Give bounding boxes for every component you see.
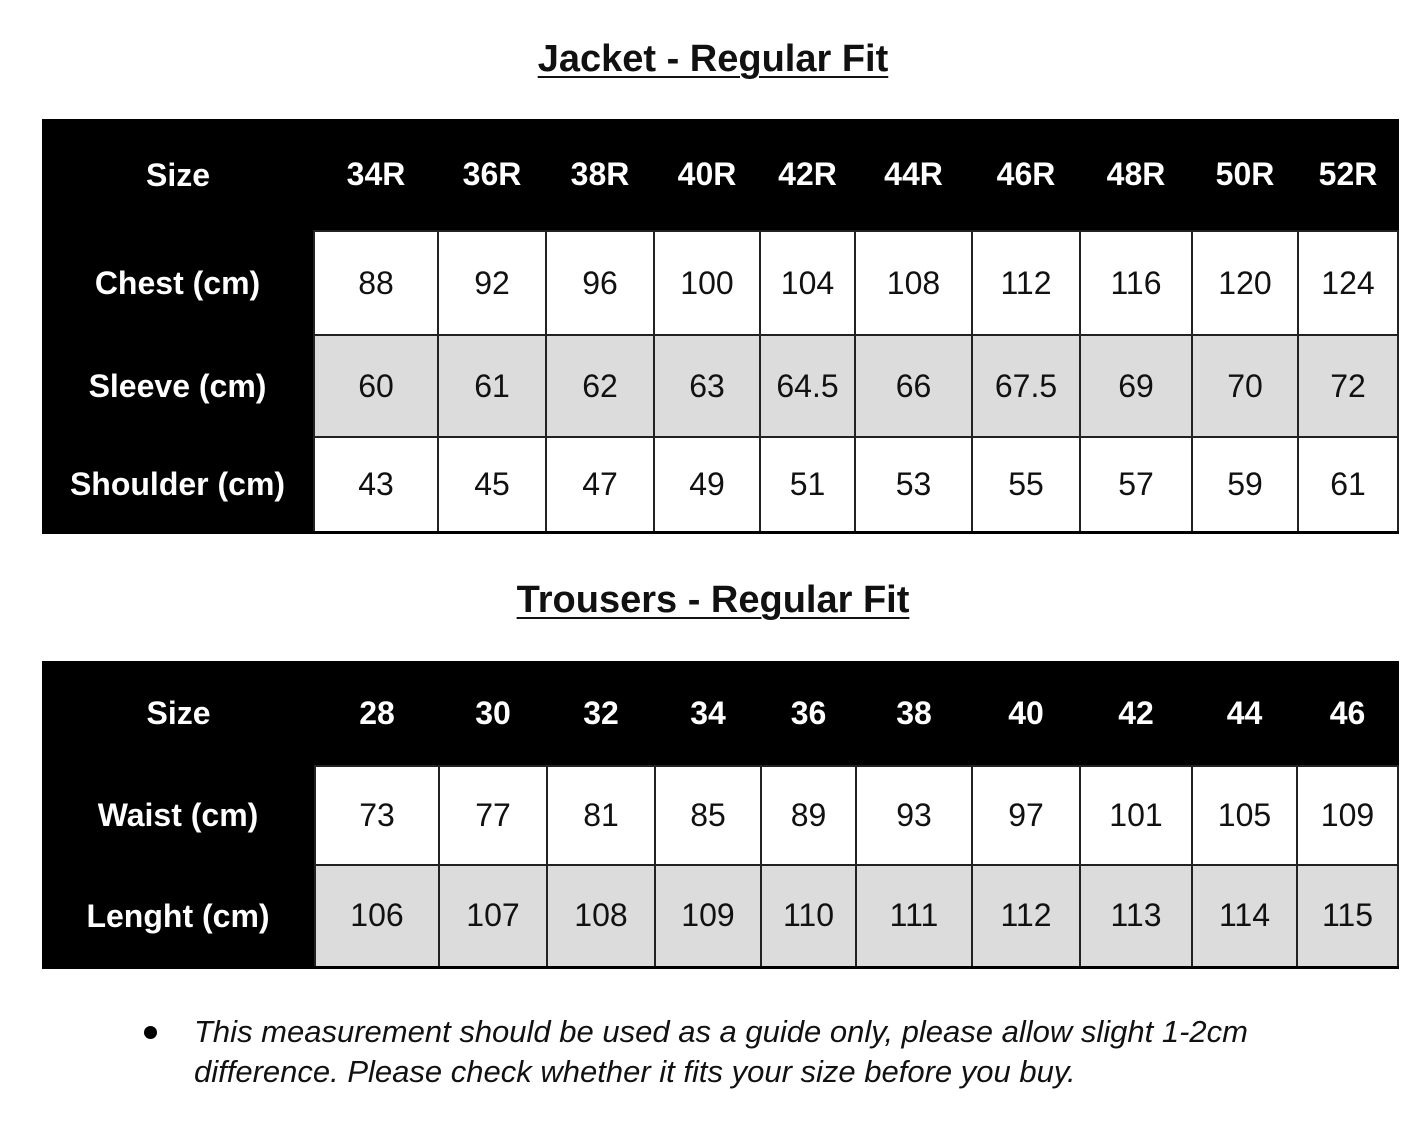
table-cell: 89 [761,766,856,865]
row-label-sleeve: Sleeve (cm) [42,335,314,437]
trousers-header-row [42,661,1398,766]
jacket-title [0,36,1426,82]
table-cell: 93 [856,766,972,865]
table-cell: 70 [1192,335,1298,437]
table-cell: 53 [855,437,972,532]
table-cell: 66 [855,335,972,437]
trousers-size-header: 36 [761,661,856,766]
table-cell: 109 [1297,766,1398,865]
trousers-size-header: 40 [972,661,1080,766]
table-cell: 107 [439,865,547,967]
trousers-size-header: 44 [1192,661,1297,766]
trousers-size-header: 46 [1297,661,1398,766]
jacket-chest-row [42,231,1398,335]
table-cell: 64.5 [760,335,855,437]
table-cell: 67.5 [972,335,1080,437]
table-cell: 111 [856,865,972,967]
table-cell: 77 [439,766,547,865]
table-cell: 45 [438,437,546,532]
table-cell: 55 [972,437,1080,532]
table-cell: 104 [760,231,855,335]
jacket-size-header: 52R [1298,119,1398,231]
trousers-title-text: Trousers - Regular Fit [516,579,910,621]
table-cell: 81 [547,766,655,865]
table-cell: 72 [1298,335,1398,437]
row-label-length: Lenght (cm) [42,865,315,967]
table-cell: 109 [655,865,761,967]
table-cell: 112 [972,231,1080,335]
table-cell: 60 [314,335,438,437]
jacket-size-header: 42R [760,119,855,231]
trousers-size-header: 42 [1080,661,1192,766]
trousers-waist-row [42,766,1398,865]
trousers-size-header: 30 [439,661,547,766]
table-cell: 112 [972,865,1080,967]
table-cell: 116 [1080,231,1192,335]
trousers-title [0,577,1426,623]
table-cell: 96 [546,231,654,335]
note-line-1: This measurement should be used as a guide only, please allow slight 1-2cm [194,1014,1248,1049]
table-cell: 108 [547,865,655,967]
note-line-2: difference. Please check whether it fits your size before you buy. [194,1054,1076,1089]
jacket-size-header: 46R [972,119,1080,231]
table-cell: 100 [654,231,760,335]
table-cell: 61 [438,335,546,437]
table-cell: 47 [546,437,654,532]
jacket-size-header: 50R [1192,119,1298,231]
jacket-shoulder-row [42,437,1398,532]
table-cell: 43 [314,437,438,532]
table-cell: 105 [1192,766,1297,865]
jacket-title-text: Jacket - Regular Fit [537,38,889,80]
jacket-size-header: 34R [314,119,438,231]
table-cell: 108 [855,231,972,335]
table-cell: 120 [1192,231,1298,335]
bullet-icon [144,1026,157,1039]
table-cell: 110 [761,865,856,967]
table-cell: 92 [438,231,546,335]
table-cell: 69 [1080,335,1192,437]
row-label-chest: Chest (cm) [42,231,314,335]
trousers-size-label: Size [42,661,315,766]
jacket-sleeve-row [42,335,1398,437]
table-cell: 51 [760,437,855,532]
note-item [140,1012,1290,1092]
table-cell: 106 [315,865,439,967]
row-label-waist: Waist (cm) [42,766,315,865]
jacket-size-table [42,119,1399,534]
trousers-size-header: 32 [547,661,655,766]
jacket-size-header: 38R [546,119,654,231]
jacket-size-label: Size [42,119,314,231]
table-cell: 101 [1080,766,1192,865]
table-cell: 97 [972,766,1080,865]
table-cell: 63 [654,335,760,437]
table-cell: 88 [314,231,438,335]
trousers-size-header: 28 [315,661,439,766]
table-cell: 124 [1298,231,1398,335]
trousers-size-table [42,661,1399,969]
trousers-size-header: 34 [655,661,761,766]
table-cell: 49 [654,437,760,532]
jacket-size-header: 36R [438,119,546,231]
table-cell: 113 [1080,865,1192,967]
jacket-size-header: 44R [855,119,972,231]
table-cell: 62 [546,335,654,437]
jacket-size-header: 40R [654,119,760,231]
table-cell: 57 [1080,437,1192,532]
table-cell: 115 [1297,865,1398,967]
table-cell: 59 [1192,437,1298,532]
trousers-size-header: 38 [856,661,972,766]
jacket-size-header: 48R [1080,119,1192,231]
table-cell: 85 [655,766,761,865]
row-label-shoulder: Shoulder (cm) [42,437,314,532]
jacket-header-row [42,119,1398,231]
measurement-note [140,1012,1290,1092]
table-cell: 61 [1298,437,1398,532]
table-cell: 114 [1192,865,1297,967]
table-cell: 73 [315,766,439,865]
trousers-length-row [42,865,1398,967]
